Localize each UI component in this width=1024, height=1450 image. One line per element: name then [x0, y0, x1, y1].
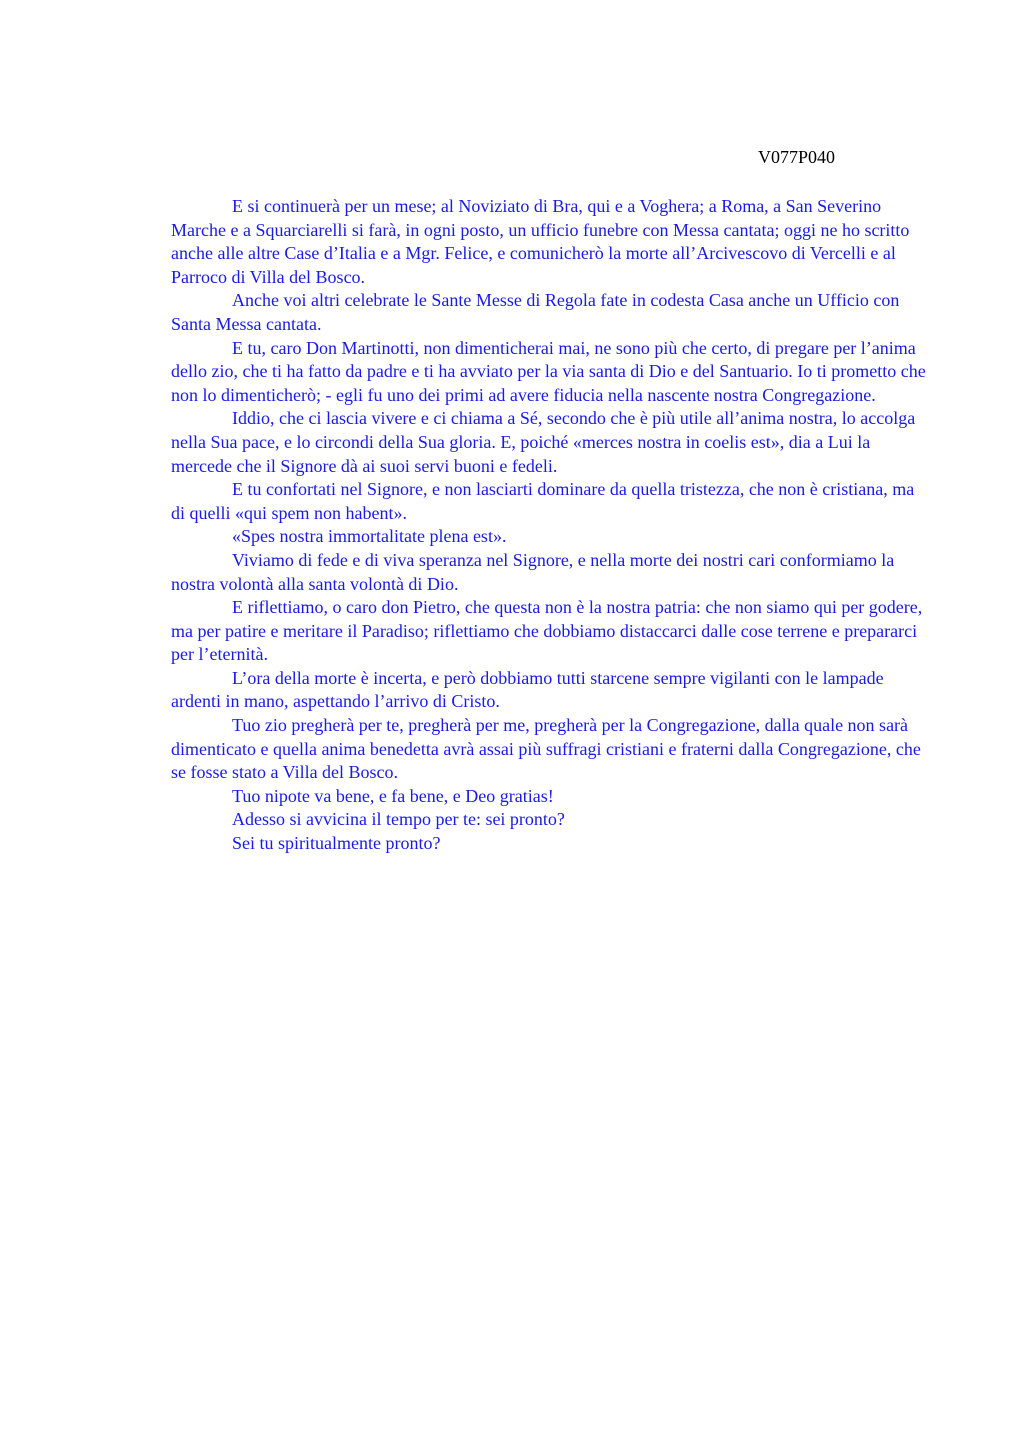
paragraph: Anche voi altri celebrate le Sante Messe di Regola fate in codesta Casa anche un Ufficio con Santa Messa cantata.: [171, 290, 900, 334]
page-code: V077P040: [758, 147, 836, 167]
paragraph: Tuo zio pregherà per te, pregherà per me, pregherà per la Congregazione, dalla quale non sarà dimenticato e quella anima benedetta avrà assai più suffragi cristiani e fraterni dalla Congregazione, che se fosse stato a Villa del Bosco.: [171, 715, 921, 783]
paragraph: Tuo nipote va bene, e fa bene, e Deo gratias!: [232, 785, 554, 806]
paragraph: E tu confortati nel Signore, e non lasciarti dominare da quella tristezza, che non è cristiana, ma di quelli «qui spem non habent».: [171, 479, 915, 523]
paragraph: Adesso si avvicina il tempo per te: sei pronto?: [232, 809, 565, 830]
paragraph: E riflettiamo, o caro don Pietro, che questa non è la nostra patria: che non siamo qui per godere, ma per patire e meritare il Paradiso; riflettiamo che dobbiamo distaccarci dalle cose terrene e prepararci per l’eternità.: [171, 597, 923, 665]
paragraph: L’ora della morte è incerta, e però dobbiamo tutti starcene sempre vigilanti con le lampade ardenti in mano, aspettando l’arrivo di Cristo.: [171, 667, 884, 712]
letter-body: [171, 195, 929, 856]
paragraph: E si continuerà per un mese; al Noviziato di Bra, qui e a Voghera; a Roma, a San Severino Marche e a Squarciarelli si farà, in ogni posto, un ufficio funebre con Messa cantata; oggi ne ho scritto anche alle altre Case d’Italia e a Mgr. Felice, e comunicherò la morte all’Arcivescovo di Vercelli e al Parroco di Villa del Bosco.: [171, 196, 910, 287]
paragraph: Iddio, che ci lascia vivere e ci chiama a Sé, secondo che è più utile all’anima nostra, lo accolga nella Sua pace, e lo circondi della Sua gloria. E, poiché «merces nostra in coelis est», dia a Lui la mercede che il Signore dà ai suoi servi buoni e fedeli.: [171, 408, 916, 476]
paragraph: Sei tu spiritualmente pronto?: [232, 833, 441, 854]
paragraph: Viviamo di fede e di viva speranza nel Signore, e nella morte dei nostri cari conformiamo la nostra volontà alla santa volontà di Dio.: [171, 549, 895, 594]
paragraph: «Spes nostra immortalitate plena est».: [232, 526, 507, 547]
paragraph: E tu, caro Don Martinotti, non dimenticherai mai, ne sono più che certo, di pregare per l’anima dello zio, che ti ha fatto da padre e ti ha avviato per la via santa di Dio e del Santuario. Io ti prometto che non lo dimenticherò; - egli fu uno dei primi ad avere fiducia nella nascente nostra Congregazione.: [171, 337, 926, 405]
